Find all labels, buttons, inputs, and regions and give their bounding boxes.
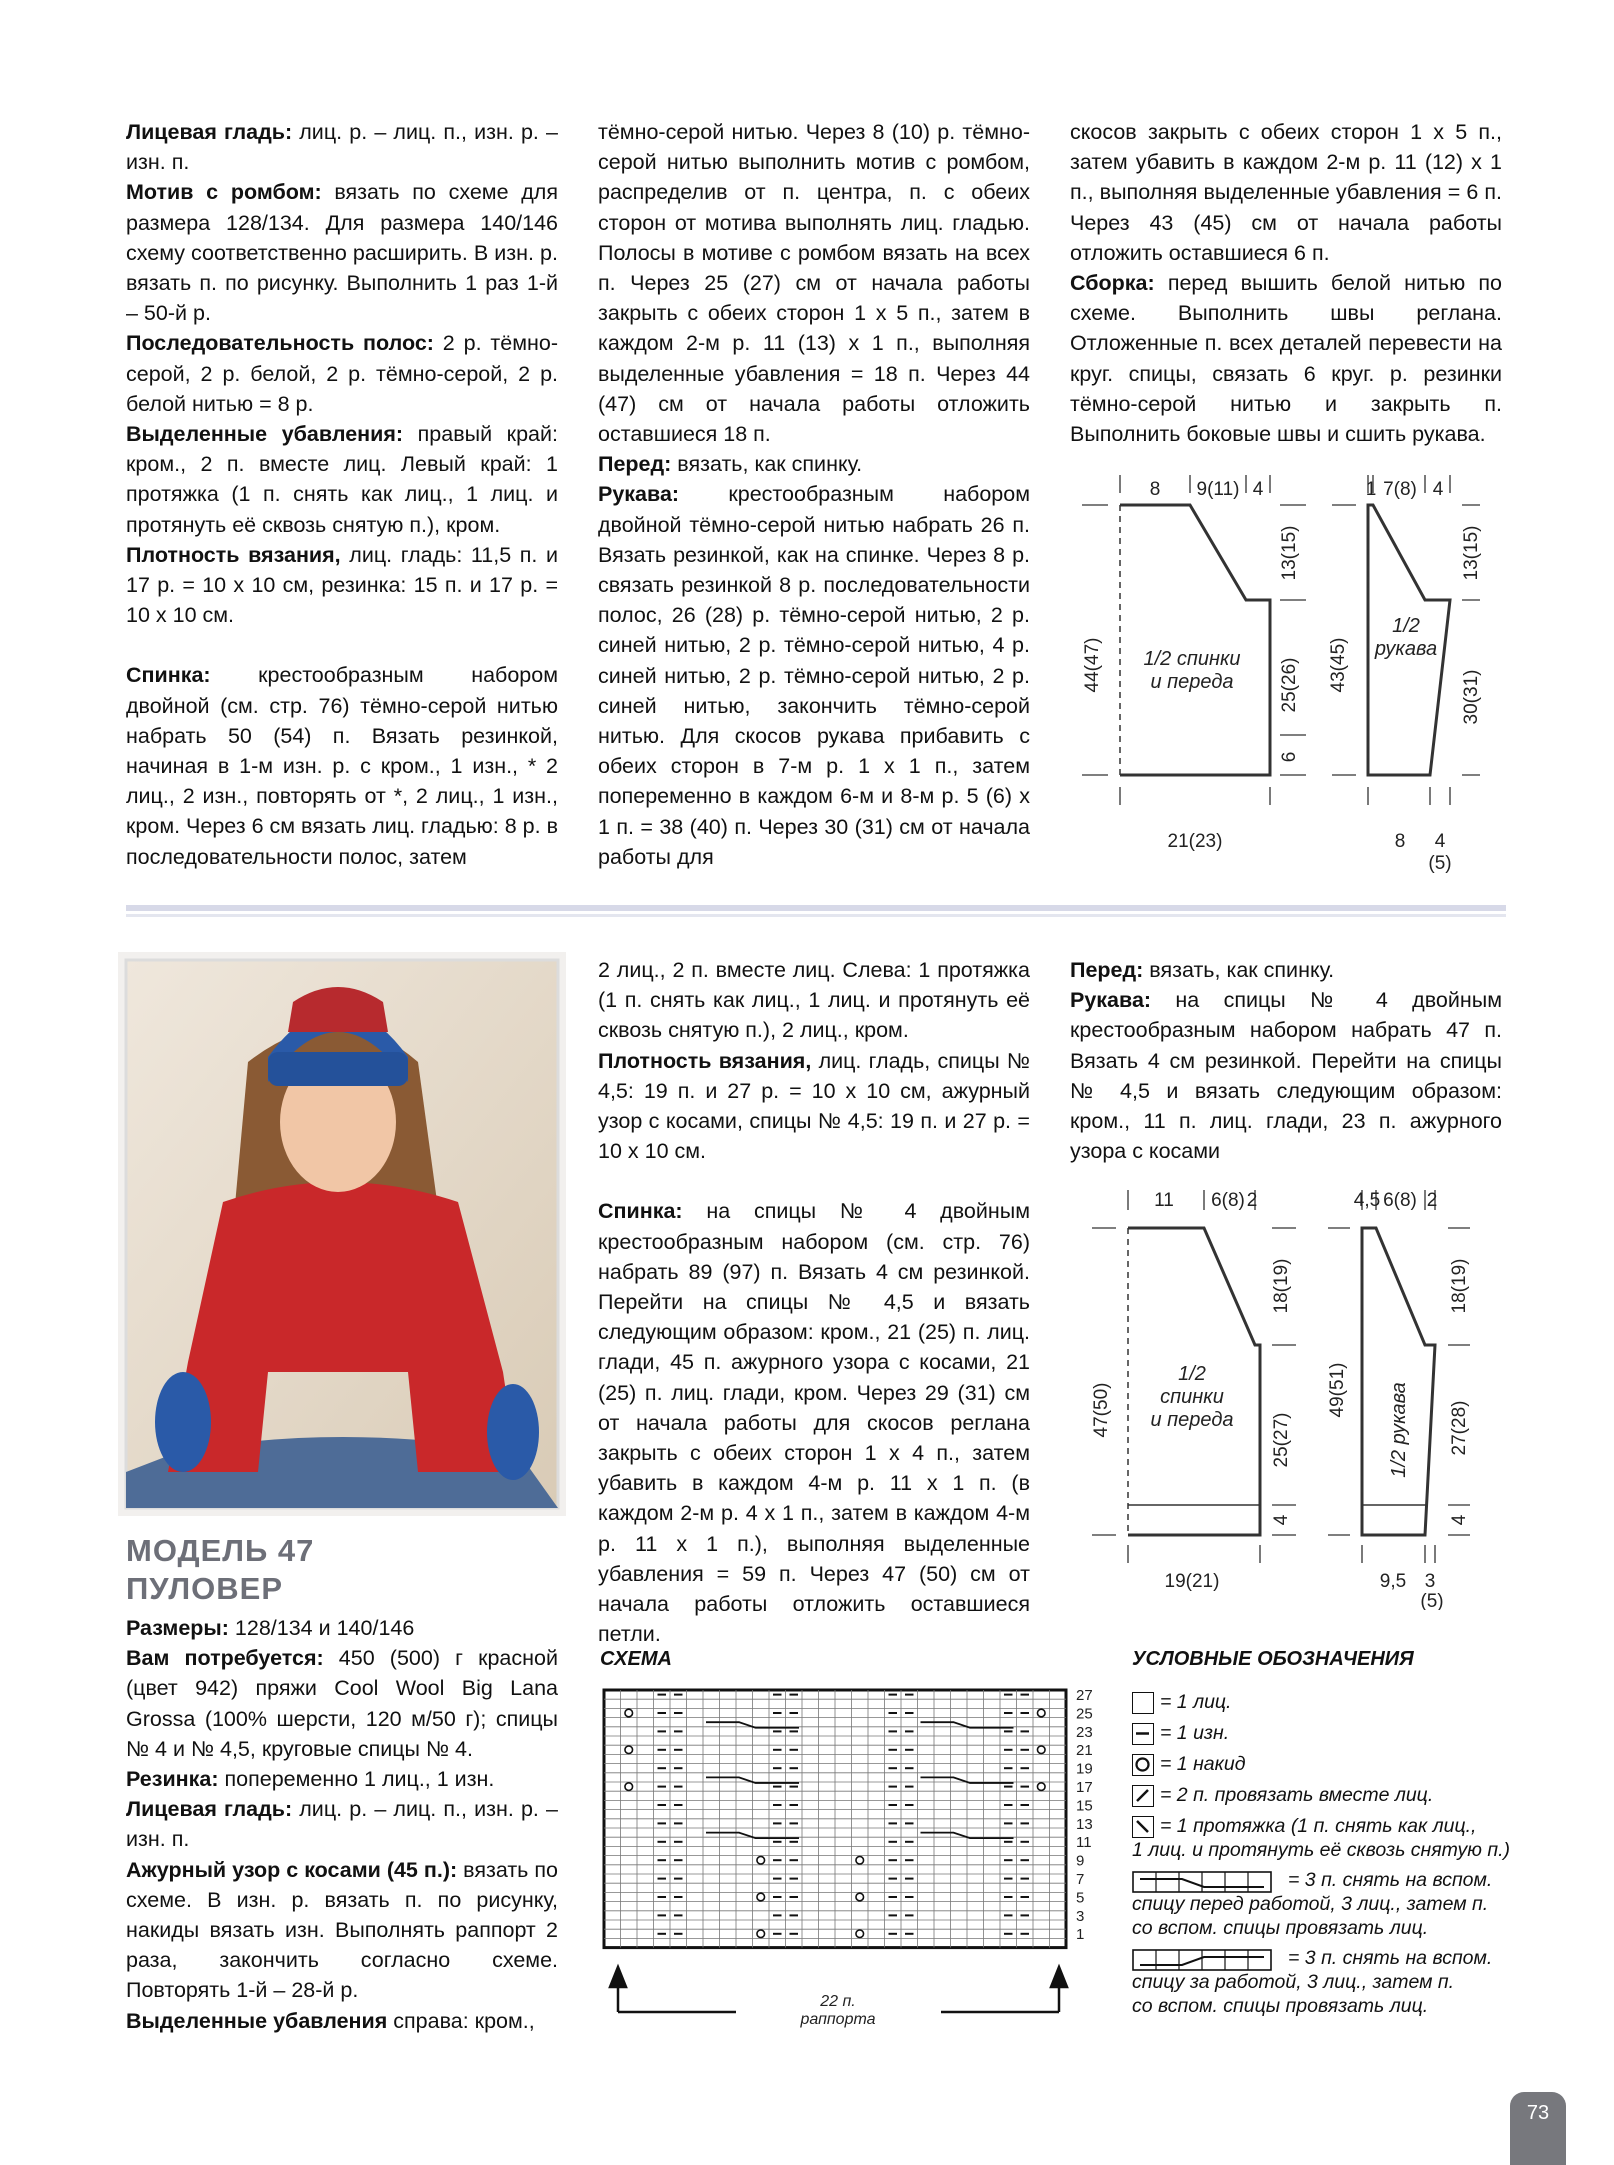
paragraph-text: справа: кром., [387, 2008, 535, 2033]
circle-square-icon [1132, 1754, 1154, 1776]
body-piece-label-3: и переда [1150, 1409, 1234, 1431]
chart-row-number: 19 [1076, 1760, 1093, 1778]
paragraph-text: скосов закрыть с обеих сторон 1 х 5 п., затем убавить в каждом 2-м р. 11 (12) х 1 п., выполняя выделенные убавления = 6 п. Через 43 (45) см от начала работы отложить оставшиеся 6 п. [1070, 120, 1502, 265]
paragraph-text: на спицы № 4 двойным крестообразным набором набрать 47 п. Вязать 4 см резинкой. Перейти на спицы № 4,5 и вязать следующим образом: кром., 11 п. лиц. глади, 23 п. ажурного узора с косами [1070, 988, 1502, 1164]
legend [1132, 1690, 1532, 2024]
dim-sleeve-s3: 2 [1426, 1190, 1438, 1211]
dim-sleeve-s7: 8 [1394, 831, 1406, 852]
dim-sleeve-s1: 1 [1365, 479, 1377, 500]
paragraph [126, 660, 558, 871]
bottom-pattern-diagram [1080, 1170, 1510, 1610]
dim-sleeve-s8: 4 [1434, 831, 1446, 852]
paragraph-heading: Спинка: [126, 663, 211, 688]
chart-row-number: 11 [1076, 1834, 1092, 1852]
paragraph [598, 449, 1030, 479]
dim-sleeve-s4: 13(15) [1461, 525, 1482, 581]
paragraph [1070, 955, 1502, 985]
chart-row-number: 17 [1076, 1779, 1093, 1796]
paragraph-text: 450 (500) г красной (цвет 942) пряжи Cool Wool Big Lana Grossa (100% шерсти, 120 м/50 г); спицы № 4 и № 4,5, круговые спицы № 4. [126, 1646, 558, 1761]
dim-sleeve-s1: 4,5 [1353, 1190, 1381, 1211]
paragraph-text: лиц. гладь: 11,5 п. и 17 р. = 10 х 10 см, резинка: 15 п. и 17 р. = 10 х 10 см. [126, 542, 558, 628]
paragraph-heading: Сборка: [1070, 271, 1155, 296]
dim-sleeve-s7: 4 [1449, 1514, 1470, 1526]
paragraph-text: крестообразным набором двойной (см. стр. 76) тёмно-серой нитью набрать 50 (54) п. Вязать резинкой, начиная в 1-м изн. р. с кром., 1 изн., * 2 лиц., 2 изн., повторять от *, 2 лиц., 1 изн., кром. Через 6 см вязать лиц. гладью: 8 р. в последовательности полос, затем [126, 663, 558, 869]
paragraph-heading: Рукава: [598, 482, 680, 507]
legend-item: = 1 лиц. [1132, 1690, 1532, 1721]
dim-sleeve-s5: 49(51) [1327, 1362, 1348, 1418]
sleeve-piece-label-2: рукава [1374, 638, 1438, 660]
dash-square-icon [1132, 1723, 1154, 1745]
top-pattern-diagram [1080, 465, 1510, 885]
dim-height-e: 47(50) [1091, 1382, 1112, 1438]
dim-height-f: 25(27) [1271, 1412, 1292, 1468]
top-column-2 [598, 117, 1030, 872]
paragraph [126, 328, 558, 419]
chart-row-number: 3 [1076, 1907, 1085, 1925]
paragraph [598, 117, 1030, 449]
dim-sleeve-s9: 3 [1424, 1571, 1436, 1592]
dim-sleeve-s10: (5) [1420, 1591, 1444, 1610]
paragraph-text: вязать по схеме. В изн. р. вязать п. по рисунку, накиды вязать изн. Выполнять раппорт 2 раза, закончить согласно схеме. Повторять 1-й – 28-й р. [126, 1857, 558, 2003]
chart-row-number: 25 [1076, 1705, 1093, 1723]
paragraph-heading: Перед: [1070, 958, 1144, 982]
dim-sleeve-s2: 7(8) [1383, 479, 1417, 500]
body-piece-label-2: спинки [1160, 1386, 1224, 1408]
dim-height-f: 25(26) [1279, 657, 1300, 713]
paragraph [1070, 985, 1502, 1166]
paragraph-heading: Плотность вязания, [126, 542, 341, 567]
paragraph [598, 955, 1030, 1046]
legend-item: = 2 п. провязать вместе лиц. [1132, 1783, 1532, 1814]
chart-row-number: 27 [1076, 1687, 1093, 1704]
legend-item: = 1 протяжка (1 п. снять как лиц., [1132, 1814, 1532, 1838]
body-piece-outline [1120, 505, 1270, 775]
chart-row-number: 13 [1076, 1815, 1093, 1833]
model-title [126, 1532, 314, 1608]
paragraph-text: лиц. р. – лиц. п., изн. р. – изн. п. [126, 120, 558, 175]
chart-row-number: 9 [1076, 1852, 1085, 1870]
schema-title: СХЕМА [600, 1648, 672, 1670]
paragraph-heading: Выделенные убавления: [126, 422, 404, 447]
paragraph-text: лиц. р. – лиц. п., изн. р. – изн. п. [126, 1797, 558, 1852]
left-slash-square-icon [1132, 1816, 1154, 1838]
paragraph-heading: Вам потребуется: [126, 1646, 324, 1671]
paragraph-heading: Ажурный узор с косами (45 п.): [126, 1857, 458, 1882]
paragraph-text: 2 лиц., 2 п. вместе лиц. Слева: 1 протяжка (1 п. снять как лиц., 1 лиц. и протянуть её сквозь снятую п.), 2 лиц., кром. [598, 958, 1030, 1043]
body-piece-label-2: и переда [1150, 671, 1234, 693]
dim-sleeve-s3: 4 [1432, 479, 1444, 500]
paragraph-text: перед вышить белой нитью по схеме. Выполнить швы реглана. Отложенные п. всех деталей перевести на круг. спицы, связать 6 круг. р. резинки тёмно-серой нитью и закрыть п. Выполнить боковые швы и сшить рукава. [1070, 271, 1502, 447]
paragraph-heading: Лицевая гладь: [126, 1797, 293, 1822]
sleeve-piece-outline [1362, 1228, 1435, 1535]
sleeve-piece-label: 1/2 рукава [1388, 1382, 1410, 1478]
dim-width-h: 19(21) [1164, 1571, 1220, 1592]
paragraph [1070, 268, 1502, 449]
paragraph-text: попеременно 1 лиц., 1 изн. [218, 1767, 495, 1792]
paragraph-heading: Лицевая гладь: [126, 120, 293, 144]
body-piece-label-1: 1/2 спинки [1143, 648, 1241, 670]
paragraph-text: вязать по схеме для размера 128/134. Для размера 140/146 схему соответственно расширить. В изн. р. вязать п. по рисунку. Выполнить 1 раз 1-й – 50-й р. [126, 180, 558, 326]
paragraph [598, 479, 1030, 872]
bottom-column-3 [1070, 955, 1502, 1166]
top-column-3 [1070, 117, 1502, 449]
chart-row-number: 5 [1076, 1889, 1085, 1907]
legend-item-continued: 1 лиц. и протянуть её сквозь снятую п.) [1132, 1839, 1510, 1861]
dim-sleeve-s5: 43(45) [1328, 637, 1349, 693]
dim-height-d: 13(15) [1279, 525, 1300, 581]
dim-height-g: 6 [1279, 751, 1300, 763]
paragraph-text: вязать, как спинку. [671, 452, 863, 477]
bottom-column-1 [126, 1613, 558, 2036]
paragraph-text: правый край: кром., 2 п. вместе лиц. Левый край: 1 протяжка (1 п. снять как лиц., 1 лиц. и протянуть её сквозь снятую п.), кром. [126, 422, 558, 537]
paragraph-text: крестообразным набором двойной тёмно-серой нитью набрать 26 п. Вязать резинкой, как на спинке. Через 8 р. связать резинкой 8 р. последовательности полос, 26 (28) р. тёмно-серой нитью, 2 р. синей нитью, 2 р. тёмно-серой нитью, 4 р. синей нитью, 2 р. тёмно-серой нитью, 2 р. синей нитью, закончить тёмно-серой нитью. Для скосов рукава прибавить с обеих сторон в 7-м р. 1 х 1 п., затем попеременно в каждом 6-м и 8-м р. 5 (6) х 1 п. = 38 (40) п. Через 30 (31) см от начала работы для [598, 482, 1030, 869]
model-type: ПУЛОВЕР [126, 1571, 283, 1606]
blank-square-icon [1132, 1692, 1154, 1714]
paragraph [126, 117, 558, 177]
legend-item: = 1 накид [1132, 1752, 1532, 1783]
paragraph [126, 177, 558, 328]
paragraph [126, 1643, 558, 1764]
top-column-1 [126, 117, 558, 872]
model-number: МОДЕЛЬ 47 [126, 1533, 315, 1568]
cable-front-icon [1132, 1871, 1272, 1893]
dim-sleeve-s2: 6(8) [1383, 1190, 1417, 1211]
legend-cable-front: = 3 п. снять на вспом. спицу перед работой, 3 лиц., затем п. со вспом. спицы провязать лиц. [1132, 1869, 1493, 1939]
paragraph-heading: Перед: [598, 452, 672, 477]
paragraph-text: вязать, как спинку. [1143, 958, 1335, 982]
paragraph-text: лиц. гладь, спицы № 4,5: 19 п. и 27 р. = 10 х 10 см, ажурный узор с косами, спицы № 4,5: 19 п. и 27 р. = 10 х 10 см. [598, 1048, 1030, 1164]
dim-sleeve-s9: (5) [1428, 853, 1452, 874]
paragraph-heading: Размеры: [126, 1616, 229, 1640]
body-piece-label-1: 1/2 [1178, 1363, 1206, 1385]
paragraph [126, 540, 558, 631]
stitch-chart [596, 1682, 1096, 2032]
section-divider [126, 905, 1506, 911]
paragraph [126, 1794, 558, 1854]
dim-width-b: 6(8) [1211, 1190, 1245, 1211]
chart-row-number: 15 [1076, 1797, 1093, 1815]
dim-width-a: 11 [1154, 1190, 1174, 1211]
dim-sleeve-s4: 18(19) [1449, 1258, 1470, 1314]
model-photo [118, 952, 566, 1516]
paragraph [126, 1764, 558, 1794]
repeat-label-1: 22 п. [820, 1993, 856, 2010]
paragraph [126, 1613, 558, 1643]
page-number: 73 [1510, 2092, 1566, 2165]
paragraph-heading: Последовательность полос: [126, 331, 434, 356]
legend-item: = 1 изн. [1132, 1721, 1532, 1752]
paragraph-heading: Спинка: [598, 1199, 683, 1224]
chart-row-number: 7 [1076, 1871, 1085, 1888]
dim-height-e: 44(47) [1082, 637, 1103, 693]
dim-sleeve-s6: 27(28) [1449, 1400, 1470, 1456]
paragraph [126, 2006, 558, 2036]
chart-row-number: 23 [1076, 1723, 1093, 1741]
dim-width-a: 8 [1149, 479, 1161, 500]
paragraph-text: 128/134 и 140/146 [228, 1616, 415, 1640]
dim-height-g: 4 [1271, 1514, 1292, 1526]
dim-width-c: 2 [1246, 1190, 1258, 1211]
paragraph-text: 2 р. тёмно-серой, 2 р. белой, 2 р. тёмно-серой, 2 р. белой нитью = 8 р. [126, 331, 558, 416]
bottom-column-2 [598, 955, 1030, 1649]
section-divider-thin [126, 914, 1506, 917]
paragraph [1070, 117, 1502, 268]
dim-height-d: 18(19) [1271, 1258, 1292, 1314]
cable-back-icon [1132, 1949, 1272, 1971]
chart-row-number: 1 [1076, 1926, 1085, 1944]
dim-width-h: 21(23) [1167, 831, 1223, 852]
paragraph-heading: Мотив с ромбом: [126, 180, 322, 205]
legend-cable-back: = 3 п. снять на вспом. спицу за работой, 3 лиц., затем п. со вспом. спицы провязать лиц. [1132, 1947, 1493, 2017]
paragraph-heading: Плотность вязания, [598, 1048, 812, 1073]
dim-width-b: 9(11) [1196, 479, 1240, 500]
chart-row-number: 21 [1076, 1742, 1093, 1760]
right-slash-square-icon [1132, 1785, 1154, 1807]
paragraph-heading: Рукава: [1070, 988, 1152, 1013]
dim-width-c: 4 [1252, 479, 1264, 500]
dim-sleeve-s6: 30(31) [1461, 669, 1482, 725]
paragraph-heading: Выделенные убавления [126, 2008, 388, 2033]
dim-sleeve-s8: 9,5 [1379, 1571, 1407, 1592]
paragraph-heading: Резинка: [126, 1767, 219, 1792]
paragraph [598, 1046, 1030, 1167]
legend-title: УСЛОВНЫЕ ОБОЗНАЧЕНИЯ [1132, 1648, 1414, 1670]
repeat-label-2: раппорта [800, 2011, 876, 2028]
paragraph [126, 1855, 558, 2006]
paragraph [598, 1196, 1030, 1649]
paragraph-text: тёмно-серой нитью. Через 8 (10) р. тёмно-серой нитью выполнить мотив с ромбом, распределив от п. центра, п. с обеих сторон от мотива выполнять лиц. гладью. Полосы в мотиве с ромбом вязать на всех п. Через 25 (27) см от начала работы закрыть с обеих сторон 1 х 5 п., затем в каждом 2-м р. 11 (13) х 1 п., выполняя выделенные убавления = 18 п. Через 44 (47) см от начала работы отложить оставшиеся 18 п. [598, 120, 1030, 447]
sleeve-piece-label-1: 1/2 [1392, 615, 1420, 637]
paragraph-text: на спицы № 4 двойным крестообразным набором (см. стр. 76) набрать 89 (97) п. Вязать 4 см резинкой. Перейти на спицы № 4,5 и вязать следующим образом: кром., 21 (25) п. лиц. глади, 45 п. ажурного узора с косами, 21 (25) п. лиц. глади, кром. Через 29 (31) см от начала работы для скосов реглана закрыть с обеих сторон 1 х 4 п., затем убавить в каждом 4-м р. 11 х 1 п. (в каждом 2-м р. 4 х 1 п., затем в каждом 4-м р. 11 х 1 п.), выполняя выделенные убавления = 59 п. Через 47 (50) см от начала работы отложить оставшиеся петли. [598, 1199, 1030, 1647]
paragraph [126, 419, 558, 540]
